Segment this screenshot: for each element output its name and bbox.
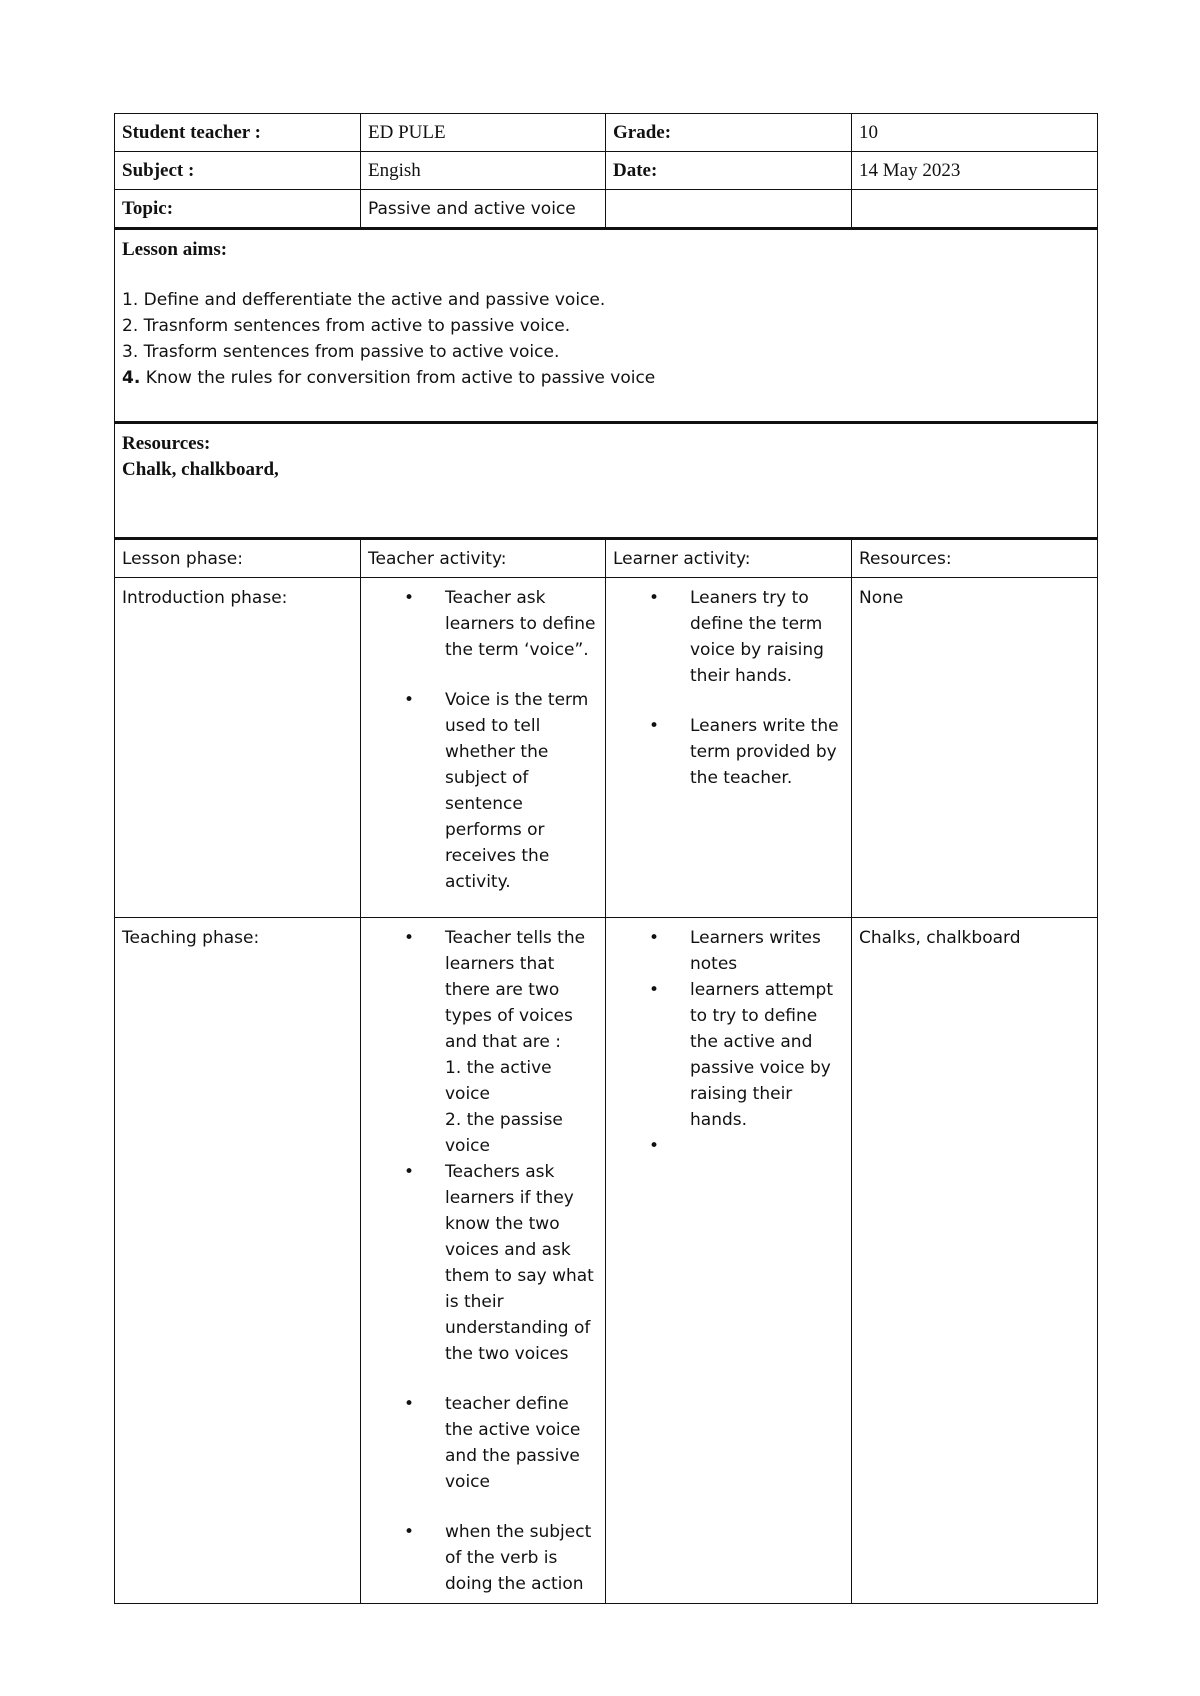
lesson-aims-cell bbox=[115, 229, 1098, 423]
teaching-teacher-activity bbox=[361, 918, 606, 1604]
grade-label: Grade: bbox=[606, 114, 852, 152]
teaching-resources: Chalks, chalkboard bbox=[852, 918, 1098, 1604]
resources-text: Chalk, chalkboard, bbox=[122, 459, 279, 480]
row-resources bbox=[115, 423, 1098, 539]
lesson-plan-table bbox=[114, 113, 1098, 1604]
list-item: • when the subject of the verb is doing the action bbox=[404, 1519, 598, 1597]
column-header-teacher-activity: Teacher activity: bbox=[361, 539, 606, 578]
row-student-teacher bbox=[115, 114, 1098, 152]
grade-value: 10 bbox=[852, 114, 1098, 152]
row-topic bbox=[115, 190, 1098, 229]
list-item: • Leaners try to define the term voice by raising their hands. bbox=[649, 585, 844, 689]
list-item bbox=[404, 925, 598, 1159]
aim-number: 1. bbox=[122, 290, 139, 310]
date-label: Date: bbox=[606, 152, 852, 190]
aim-text: Define and defferentiate the active and passive voice. bbox=[138, 290, 606, 310]
aim-number: 2. bbox=[122, 316, 139, 336]
topic-label: Topic: bbox=[115, 190, 361, 229]
row-teaching-phase bbox=[115, 918, 1098, 1604]
aim-item-4 bbox=[122, 365, 1090, 391]
aim-text: Know the rules for conversition from active to passive voice bbox=[140, 368, 656, 388]
topic-value: Passive and active voice bbox=[361, 190, 606, 229]
resources-title: Resources: bbox=[122, 433, 211, 454]
resources-cell bbox=[115, 423, 1098, 539]
topic-empty-cell-2 bbox=[852, 190, 1098, 229]
list-item-subpoint: 1. the active voice bbox=[445, 1058, 552, 1104]
topic-empty-cell-1 bbox=[606, 190, 852, 229]
student-teacher-value: ED PULE bbox=[361, 114, 606, 152]
row-lesson-aims bbox=[115, 229, 1098, 423]
column-header-resources: Resources: bbox=[852, 539, 1098, 578]
intro-phase-label: Introduction phase: bbox=[115, 578, 361, 918]
subject-label: Subject : bbox=[115, 152, 361, 190]
student-teacher-label: Student teacher : bbox=[115, 114, 361, 152]
list-item: • Learners writes notes bbox=[649, 925, 844, 977]
list-item-subpoint: 2. the passise voice bbox=[445, 1110, 563, 1156]
aim-number: 4. bbox=[122, 368, 141, 388]
aim-text: Trasnform sentences from active to passive voice. bbox=[138, 316, 571, 336]
list-item: • Teachers ask learners if they know the two voices and ask them to say what is their understanding of the two voices bbox=[404, 1159, 598, 1367]
row-introduction-phase bbox=[115, 578, 1098, 918]
list-item: • learners attempt to try to define the active and passive voice by raising their hands. bbox=[649, 977, 844, 1133]
aim-item-3 bbox=[122, 339, 1090, 365]
lesson-plan-document bbox=[114, 113, 1097, 1604]
intro-resources: None bbox=[852, 578, 1098, 918]
column-header-lesson-phase: Lesson phase: bbox=[115, 539, 361, 578]
list-item: • teacher define the active voice and the passive voice bbox=[404, 1391, 598, 1495]
row-subject bbox=[115, 152, 1098, 190]
aim-number: 3. bbox=[122, 342, 139, 362]
teaching-learner-activity bbox=[606, 918, 852, 1604]
lesson-aims-title: Lesson aims: bbox=[122, 239, 228, 260]
list-item: • Leaners write the term provided by the teacher. bbox=[649, 713, 844, 791]
list-item: • Teacher ask learners to define the term ‘voice”. bbox=[404, 585, 598, 663]
teaching-phase-label: Teaching phase: bbox=[115, 918, 361, 1604]
aim-item-1 bbox=[122, 287, 1090, 313]
list-item-empty bbox=[649, 1133, 844, 1159]
intro-teacher-activity bbox=[361, 578, 606, 918]
column-header-learner-activity: Learner activity: bbox=[606, 539, 852, 578]
aim-item-2 bbox=[122, 313, 1090, 339]
list-item-text: • Teacher tells the learners that there are two types of voices and that are : bbox=[445, 928, 586, 1052]
date-value: 14 May 2023 bbox=[852, 152, 1098, 190]
list-item: • Voice is the term used to tell whether the subject of sentence performs or receives the activity. bbox=[404, 687, 598, 895]
row-column-headers bbox=[115, 539, 1098, 578]
subject-value: Engish bbox=[361, 152, 606, 190]
aim-text: Trasform sentences from passive to active voice. bbox=[138, 342, 560, 362]
intro-learner-activity bbox=[606, 578, 852, 918]
